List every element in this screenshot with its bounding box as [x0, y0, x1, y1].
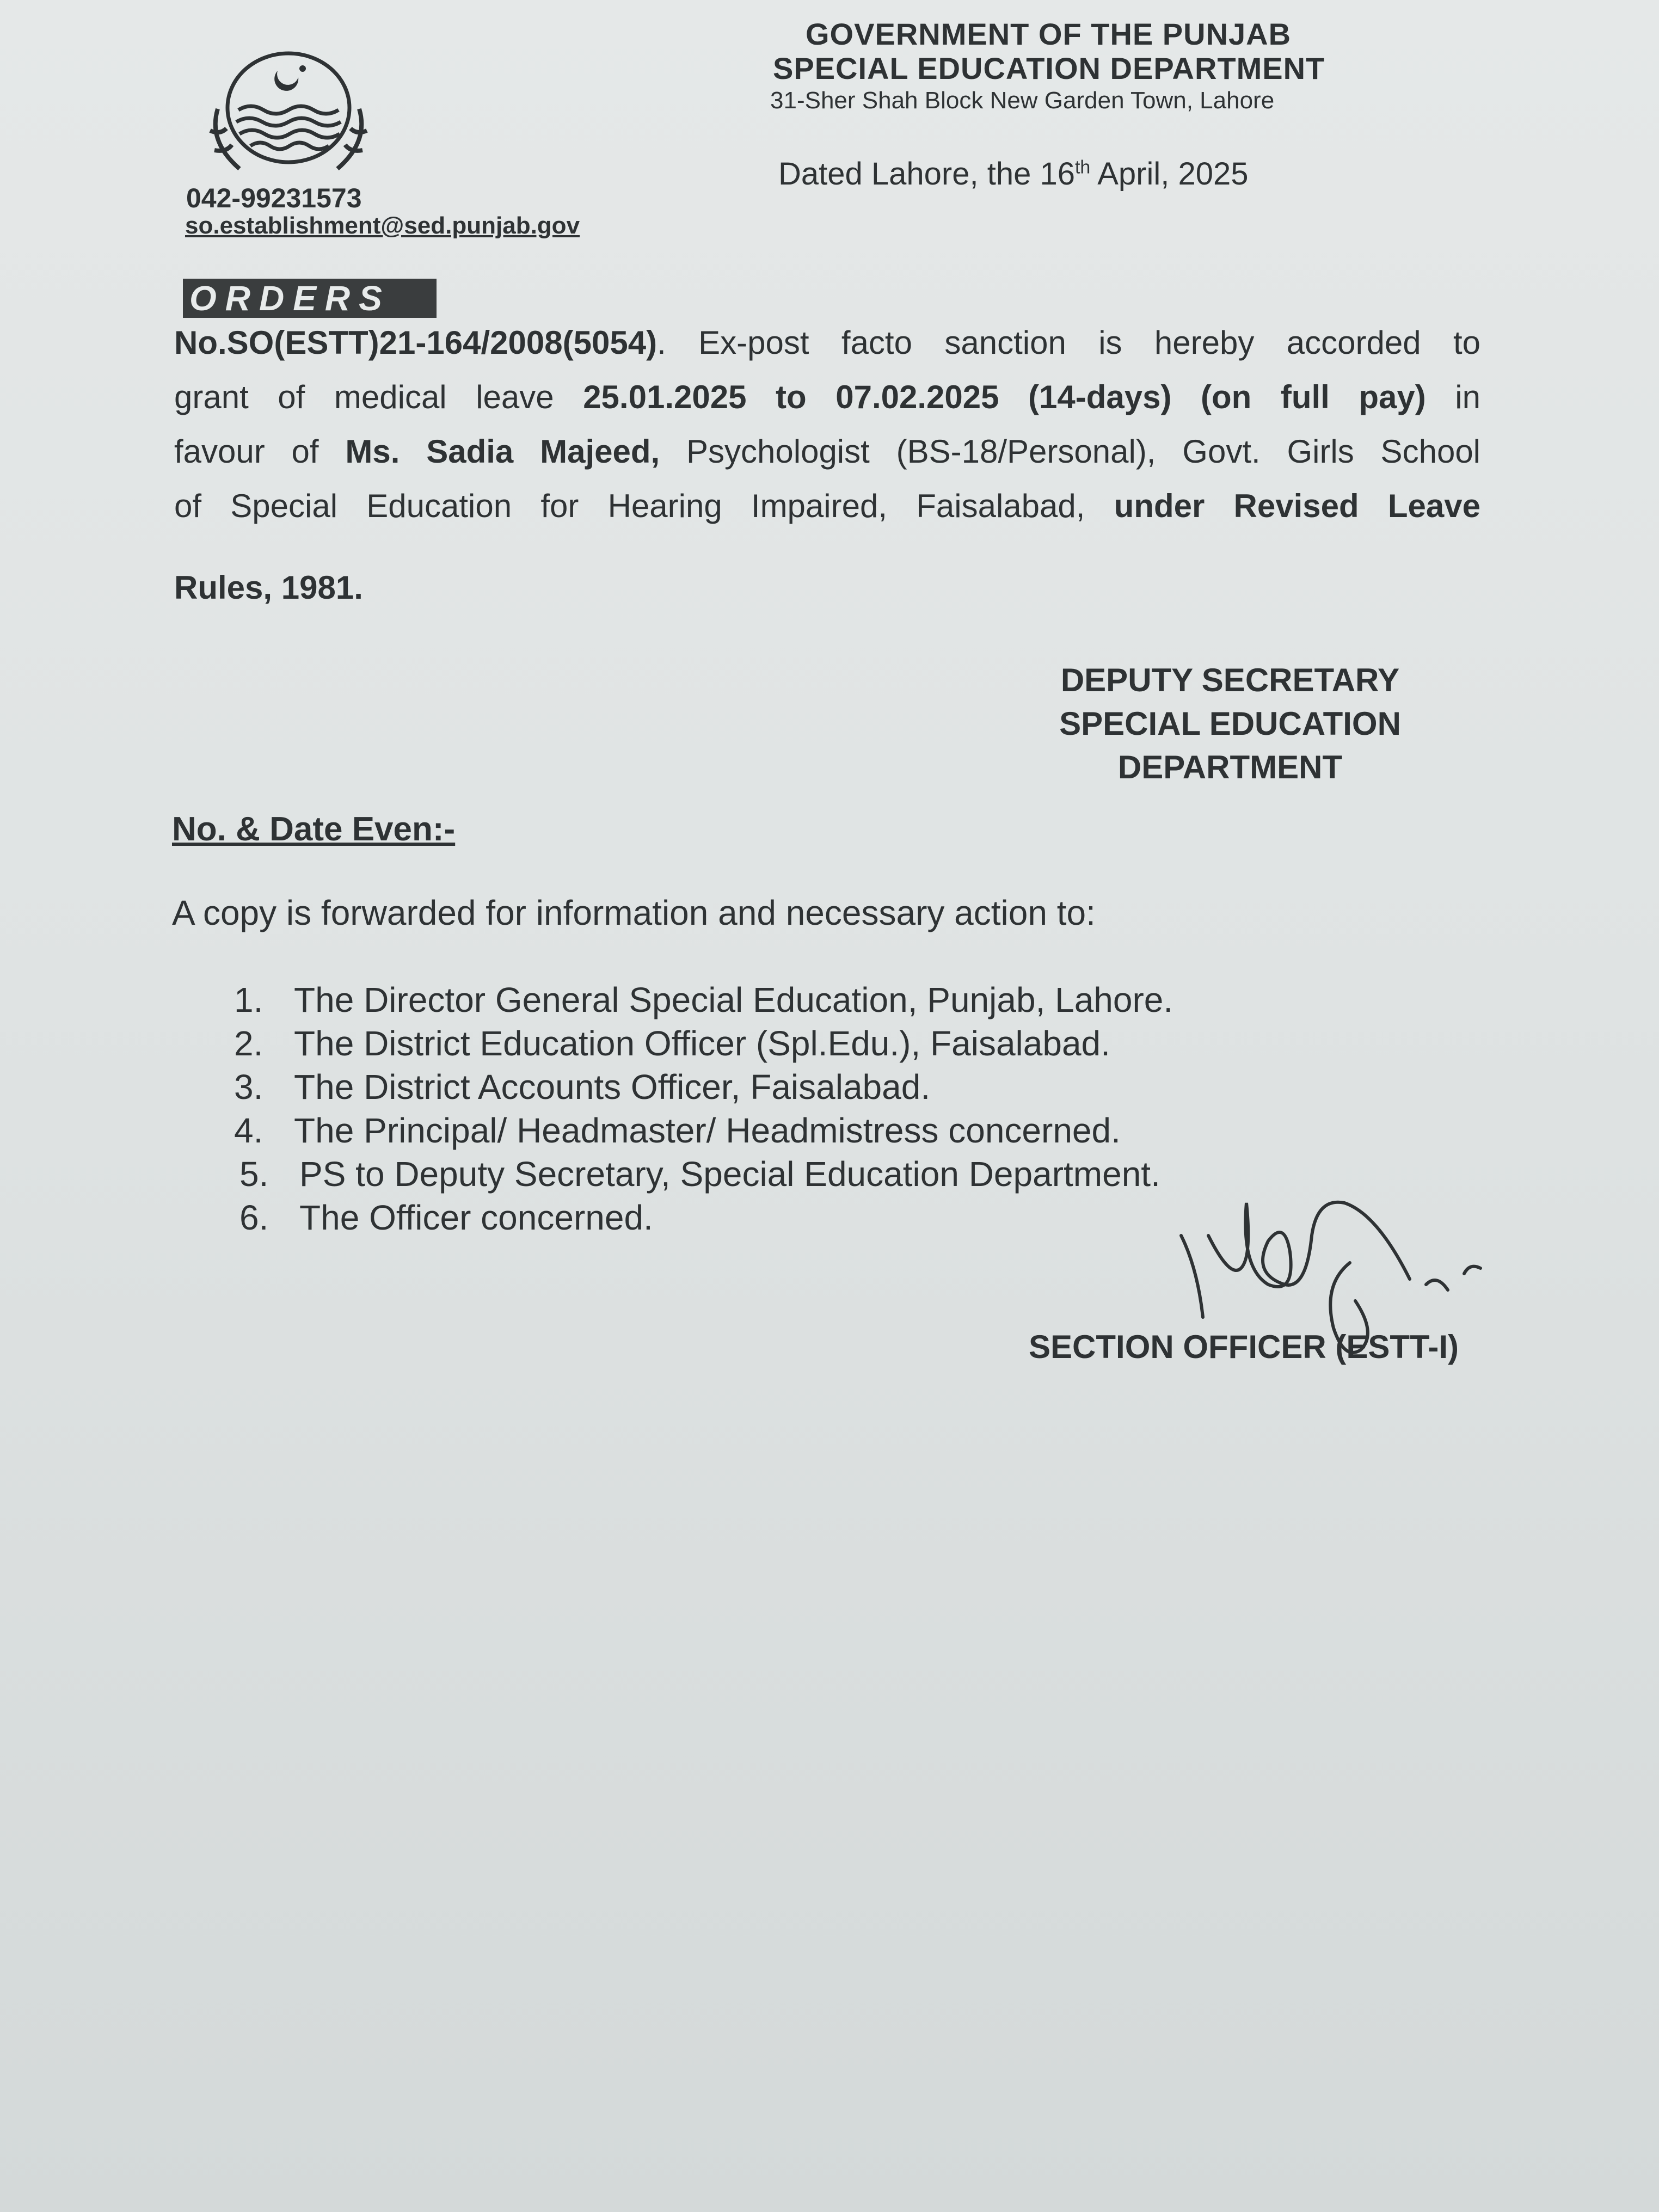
section-officer-designation: SECTION OFFICER (ESTT-I): [1029, 1329, 1459, 1365]
order-text-line-5: Rules, 1981.: [174, 569, 363, 606]
department-address: 31-Sher Shah Block New Garden Town, Lahore: [770, 87, 1275, 114]
copy-item-2: 2. The District Education Officer (Spl.Edu.), Faisalabad.: [234, 1024, 1110, 1063]
signatory-block: [1023, 659, 1437, 789]
signatory-line-3: DEPARTMENT: [1117, 749, 1343, 785]
copy-item-5: 5. PS to Deputy Secretary, Special Education Department.: [239, 1154, 1160, 1194]
order-date: Dated Lahore, the 16th April, 2025: [778, 156, 1249, 192]
contact-email[interactable]: so.establishment@sed.punjab.gov: [185, 212, 580, 239]
order-text-line-1: No.SO(ESTT)21-164/2008(5054). Ex-post facto sanction is hereby accorded to: [174, 324, 1480, 361]
contact-phone: 042-99231573: [186, 183, 362, 213]
punjab-government-emblem: [196, 49, 381, 180]
copy-item-3: 3. The District Accounts Officer, Faisalabad.: [234, 1067, 931, 1107]
government-title: GOVERNMENT OF THE PUNJAB: [806, 17, 1292, 51]
orders-heading: ORDERS: [183, 279, 437, 318]
signatory-line-1: DEPUTY SECRETARY: [1060, 662, 1400, 698]
copy-item-6: 6. The Officer concerned.: [239, 1198, 653, 1237]
copy-forward-intro: A copy is forwarded for information and necessary action to:: [172, 893, 1096, 932]
order-text-line-4: of Special Education for Hearing Impaired, Faisalabad, under Revised Leave: [174, 488, 1480, 524]
order-text-line-2: grant of medical leave 25.01.2025 to 07.02.2025 (14-days) (on full pay) in: [174, 379, 1480, 415]
department-title: SPECIAL EDUCATION DEPARTMENT: [773, 51, 1325, 85]
copy-item-4: 4. The Principal/ Headmaster/ Headmistress concerned.: [234, 1111, 1121, 1150]
number-date-even: No. & Date Even:-: [172, 810, 456, 848]
signatory-line-2: SPECIAL EDUCATION: [1059, 705, 1401, 742]
order-text-line-3: favour of Ms. Sadia Majeed, Psychologist (BS-18/Personal), Govt. Girls School: [174, 433, 1481, 470]
copy-item-1: 1. The Director General Special Education, Punjab, Lahore.: [234, 980, 1173, 1019]
